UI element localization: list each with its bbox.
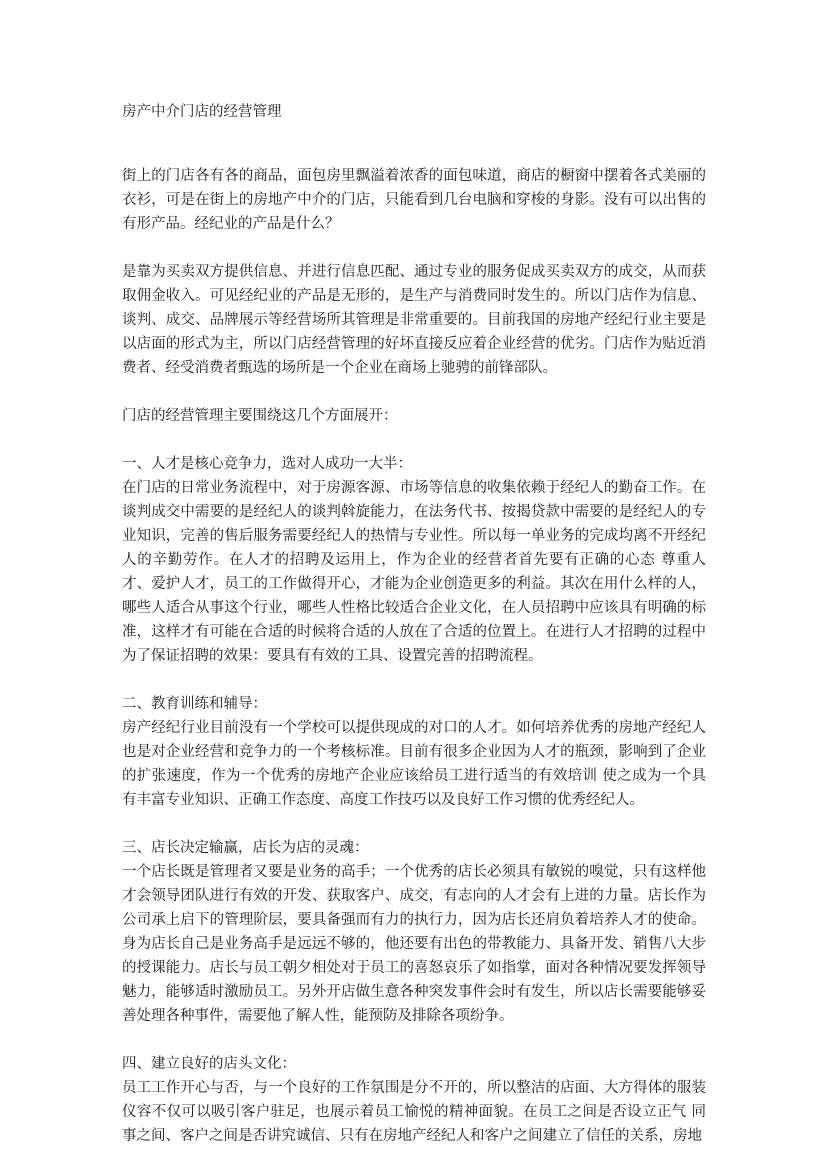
section-content: 在门店的日常业务流程中，对于房源客源、市场等信息的收集依赖于经纪人的勤奋工作。在谈判成交中需要的是经纪人的谈判斡旋能力，在法务代书、按揭贷款中需要的是经纪人的专业知识，完善的售后服务需要经纪人的热情与专业性。所以每一单业务的完成均离不开经纪人的辛勤劳作。在人才的招聘及运用上，作为企业的经营者首先要有正确的心态 尊重人才、爱护人才，员工的工作做得开心，才能为企业创造更多的利益。其次在用什么样的人，哪些人适合从事这个行业，哪些人性格比较适合企业文化，在人员招聘中应该具有明确的标准，这样才有可能在合适的时候将合适的人放在了合适的位置上。在进行人才招聘的过程中为了保证招聘的效果：要具有有效的工具、设置完善的招聘流程。: [122, 480, 706, 664]
document-body: [122, 164, 706, 1172]
intro-paragraph: 门店的经营管理主要围绕这几个方面展开：: [122, 408, 398, 424]
section-store-manager: [122, 836, 706, 1028]
document-title: 房产中介门店的经营管理: [122, 104, 282, 120]
section-training: [122, 692, 706, 812]
section-heading: 四、建立良好的店头文化：: [122, 1056, 296, 1072]
intro-paragraph: 街上的门店各有各的商品，面包房里飘溢着浓香的面包味道，商店的橱窗中摆着各式美丽的衣衫，可是在街上的房地产中介的门店，只能看到几台电脑和穿梭的身影。没有可以出售的有形产品。经纪业的产品是什么？: [122, 168, 706, 232]
section-talent: [122, 452, 706, 668]
section-content: 一个店长既是管理者又要是业务的高手；一个优秀的店长必须具有敏锐的嗅觉，只有这样他才会领导团队进行有效的开发、获取客户、成交，有志向的人才会有上进的力量。店长作为公司承上启下的管理阶层，要具备强而有力的执行力，因为店长还肩负着培养人才的使命。身为店长自己是业务高手是远远不够的，他还要有出色的带教能力、具备开发、销售八大步的授课能力。店长与员工朝夕相处对于员工的喜怒哀乐了如指掌，面对各种情况要发挥领导魅力，能够适时激励员工。另外开店做生意各种突发事件会时有发生，所以店长需要能够妥善处理各种事件，需要他了解人性，能预防及排除各项纷争。: [122, 864, 706, 1024]
section-store-culture: [122, 1052, 706, 1148]
section-heading: 一、人才是核心竞争力，选对人成功一大半：: [122, 456, 412, 472]
intro-paragraph: 是靠为买卖双方提供信息、并进行信息匹配、通过专业的服务促成买卖双方的成交，从而获取佣金收入。可见经纪业的产品是无形的，是生产与消费同时发生的。所以门店作为信息、谈判、成交、品牌展示等经营场所其管理是非常重要的。目前我国的房地产经纪行业主要是以店面的形式为主，所以门店经营管理的好坏直接反应着企业经营的优劣。门店作为贴近消费者、经受消费者甄选的场所是一个企业在商场上驰骋的前锋部队。: [122, 264, 706, 376]
section-content: 房产经纪行业目前没有一个学校可以提供现成的对口的人才。如何培养优秀的房地产经纪人也是对企业经营和竞争力的一个考核标准。目前有很多企业因为人才的瓶颈，影响到了企业的扩张速度，作为一个优秀的房地产企业应该给员工进行适当的有效培训 使之成为一个具有丰富专业知识、正确工作态度、高度工作技巧以及良好工作习惯的优秀经纪人。: [122, 720, 706, 808]
section-content: 员工工作开心与否，与一个良好的工作氛围是分不开的，所以整洁的店面、大方得体的服装仪容不仅可以吸引客户驻足，也展示着员工愉悦的精神面貌。在员工之间是否设立正气 同事之间、客户之间是否讲究诚信、只有在房地产经纪人和客户之间建立了信任的关系，房地: [122, 1080, 706, 1144]
section-heading: 二、教育训练和辅导：: [122, 696, 267, 712]
section-heading: 三、店长决定输赢，店长为店的灵魂：: [122, 840, 369, 856]
